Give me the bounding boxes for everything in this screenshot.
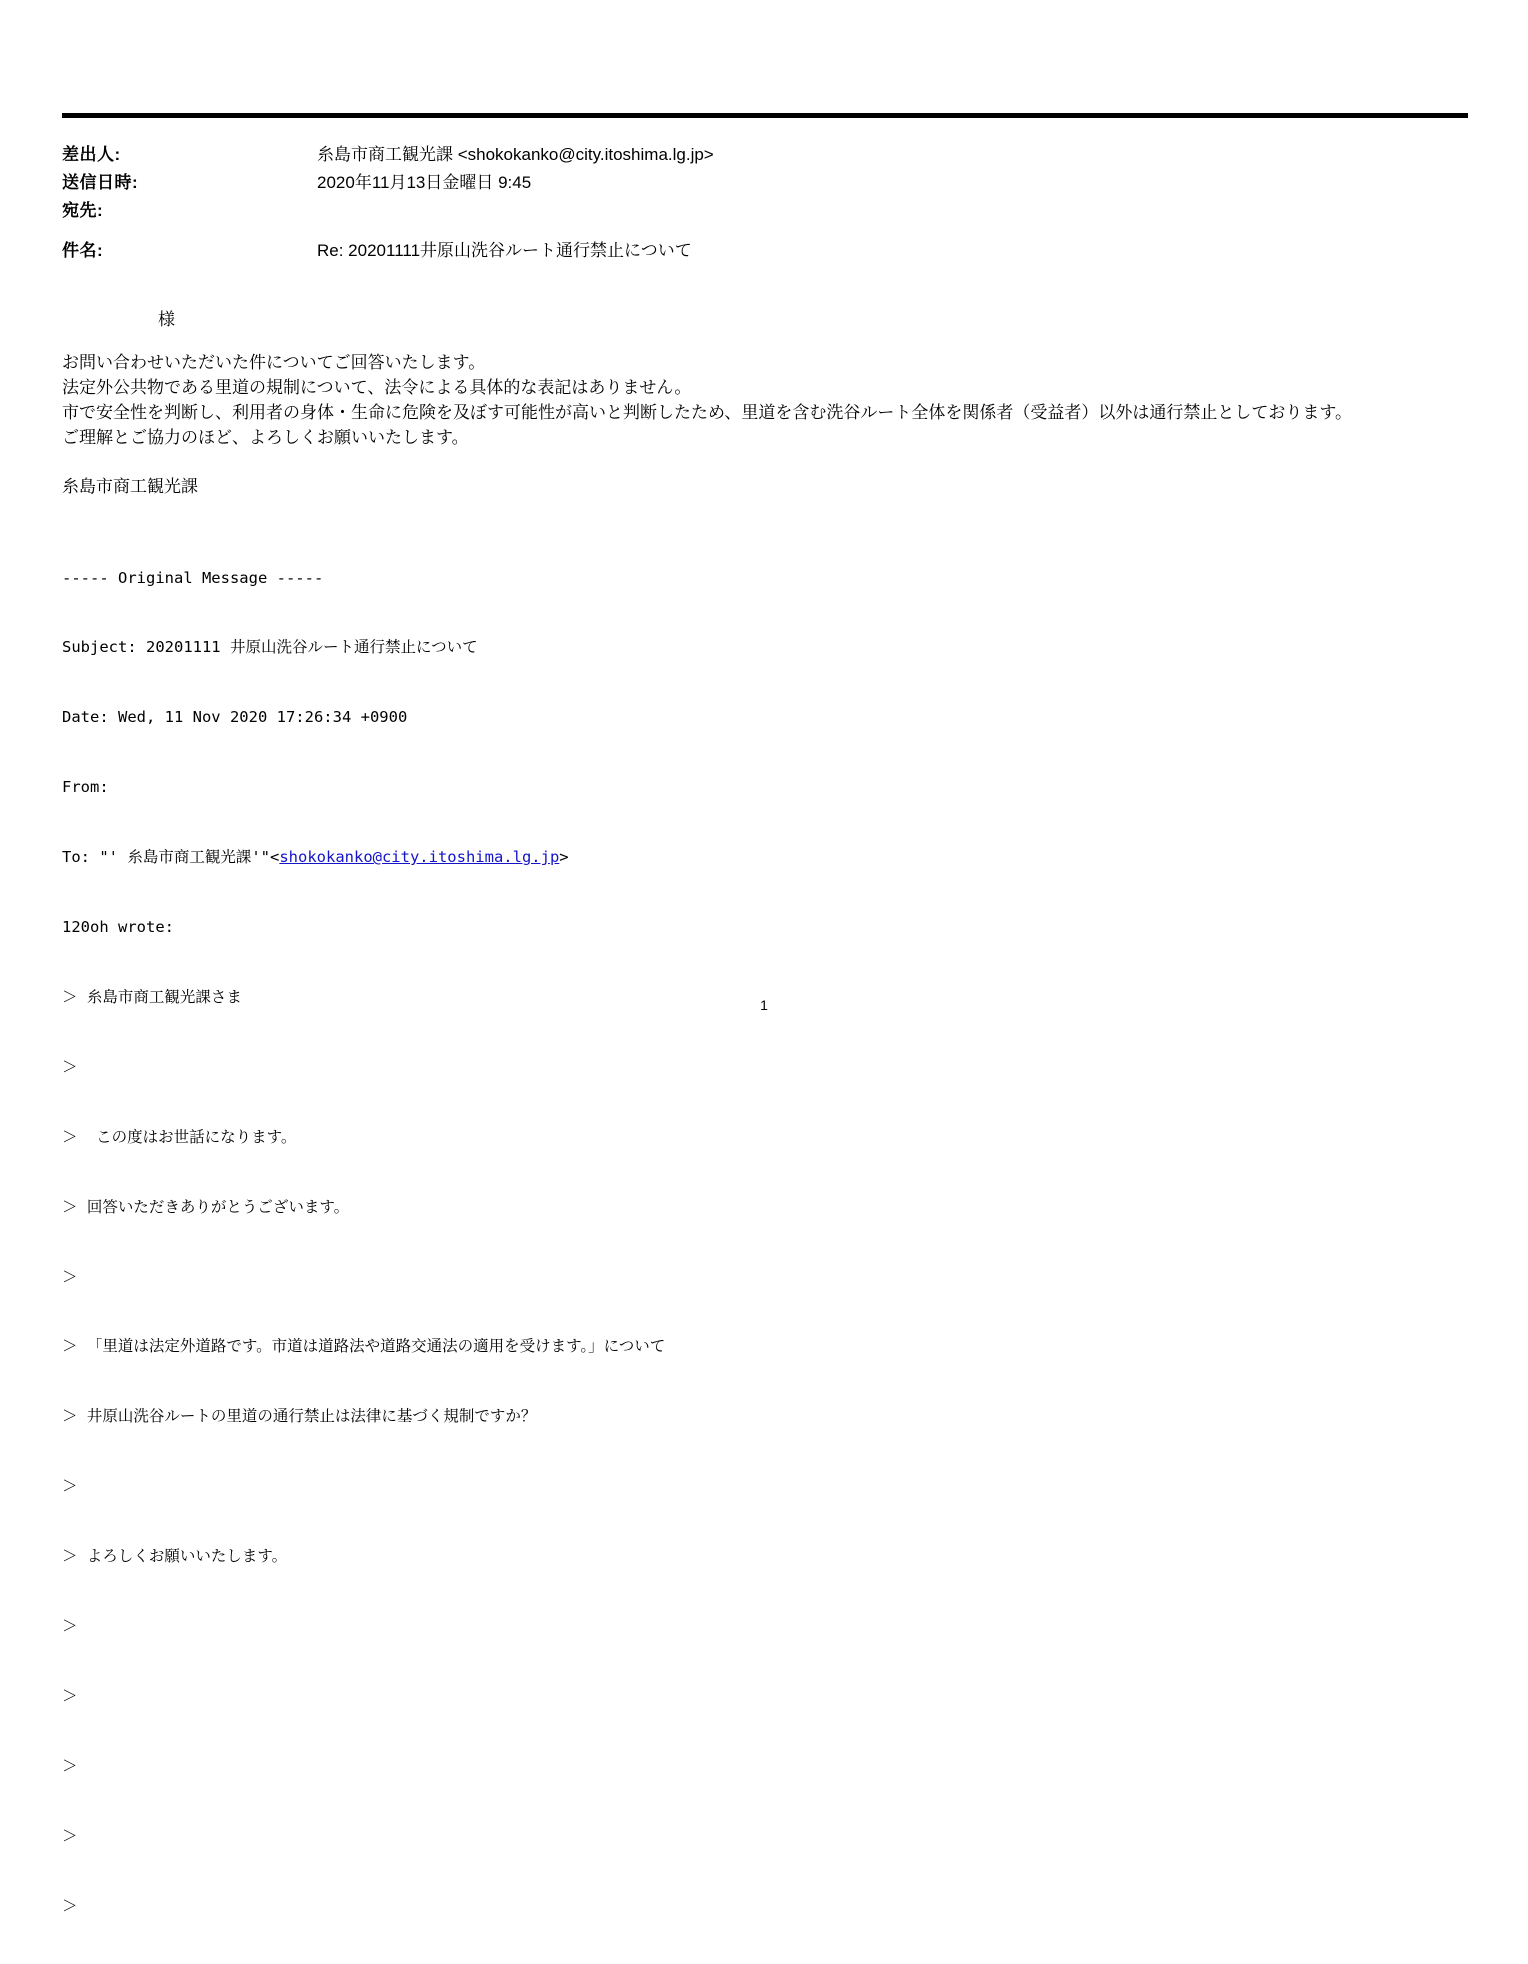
quoted-reply-line: ＞ 井原山洗谷ルートの里道の通行禁止は法律に基づく規制ですか？	[62, 1407, 537, 1426]
quoted-reply-line: ＞	[62, 1686, 78, 1705]
quoted-reply-line: ＞ この度はお世話になります。	[62, 1127, 297, 1146]
quoted-reply-line: ＞	[62, 1616, 78, 1635]
to-label: 宛先:	[62, 201, 104, 220]
body-line: 市で安全性を判断し、利用者の身体・生命に危険を及ぼす可能性が高いと判断したため、里道を含む洗谷ルート全体を関係者（受益者）以外は通行禁止としております。	[62, 403, 1352, 422]
signature-block: 糸島市商工観光課	[62, 477, 198, 496]
quoted-reply-line: ＞	[62, 1477, 78, 1496]
header-row-sent	[62, 168, 1468, 196]
from-label: 差出人:	[62, 145, 121, 164]
quoted-original-message	[62, 520, 1482, 1964]
body-line: お問い合わせいただいた件についてご回答いたします。	[62, 353, 486, 372]
quoted-to-line	[62, 846, 1482, 869]
salutation: 様	[158, 310, 175, 329]
header-row-subject	[62, 236, 1468, 264]
quoted-from-line: From:	[62, 778, 109, 797]
from-value: 糸島市商工観光課 <shokokanko@city.itoshima.lg.jp>	[317, 145, 714, 164]
page-number: 1	[760, 997, 768, 1013]
sent-label: 送信日時:	[62, 173, 139, 192]
quoted-reply-line: ＞ 「里道は法定外道路です。市道は道路法や道路交通法の適用を受けます。」について	[62, 1337, 666, 1356]
quoted-reply-line: ＞ よろしくお願いいたします。	[62, 1547, 288, 1566]
quoted-reply-line: ＞	[62, 1057, 78, 1076]
subject-label: 件名:	[62, 241, 104, 260]
header-row-to	[62, 196, 1468, 224]
quoted-reply-line: ＞ 回答いただきありがとうございます。	[62, 1197, 350, 1216]
header-row-from	[62, 140, 1468, 168]
sent-value: 2020年11月13日金曜日 9:45	[317, 173, 532, 192]
quoted-to-prefix: To: "' 糸島市商工観光課'"<	[62, 848, 280, 867]
quoted-reply-line: ＞	[62, 1896, 78, 1915]
quoted-subject-line: Subject: 20201111 井原山洗谷ルート通行禁止について	[62, 638, 478, 657]
quoted-reply-line: ＞ 糸島市商工観光課さま	[62, 987, 242, 1006]
quoted-reply-line: ＞	[62, 1267, 78, 1286]
email-header-fields	[62, 140, 1468, 264]
header-divider-rule	[62, 113, 1468, 118]
quoted-to-email-link[interactable]: shokokanko@city.itoshima.lg.jp	[279, 848, 560, 867]
message-body	[62, 350, 1482, 450]
quoted-reply-line: ＞	[62, 1756, 78, 1775]
subject-value: Re: 20201111井原山洗谷ルート通行禁止について	[317, 241, 692, 260]
body-line: 法定外公共物である里道の規制について、法令による具体的な表記はありません。	[62, 378, 692, 397]
quoted-wrote-line: 120oh wrote:	[62, 918, 174, 937]
body-line: ご理解とご協力のほど、よろしくお願いいたします。	[62, 428, 469, 447]
original-message-separator: ----- Original Message -----	[62, 568, 324, 587]
quoted-to-suffix: >	[559, 848, 569, 867]
quoted-reply-line: ＞	[62, 1826, 78, 1845]
quoted-date-line: Date: Wed, 11 Nov 2020 17:26:34 +0900	[62, 708, 408, 727]
